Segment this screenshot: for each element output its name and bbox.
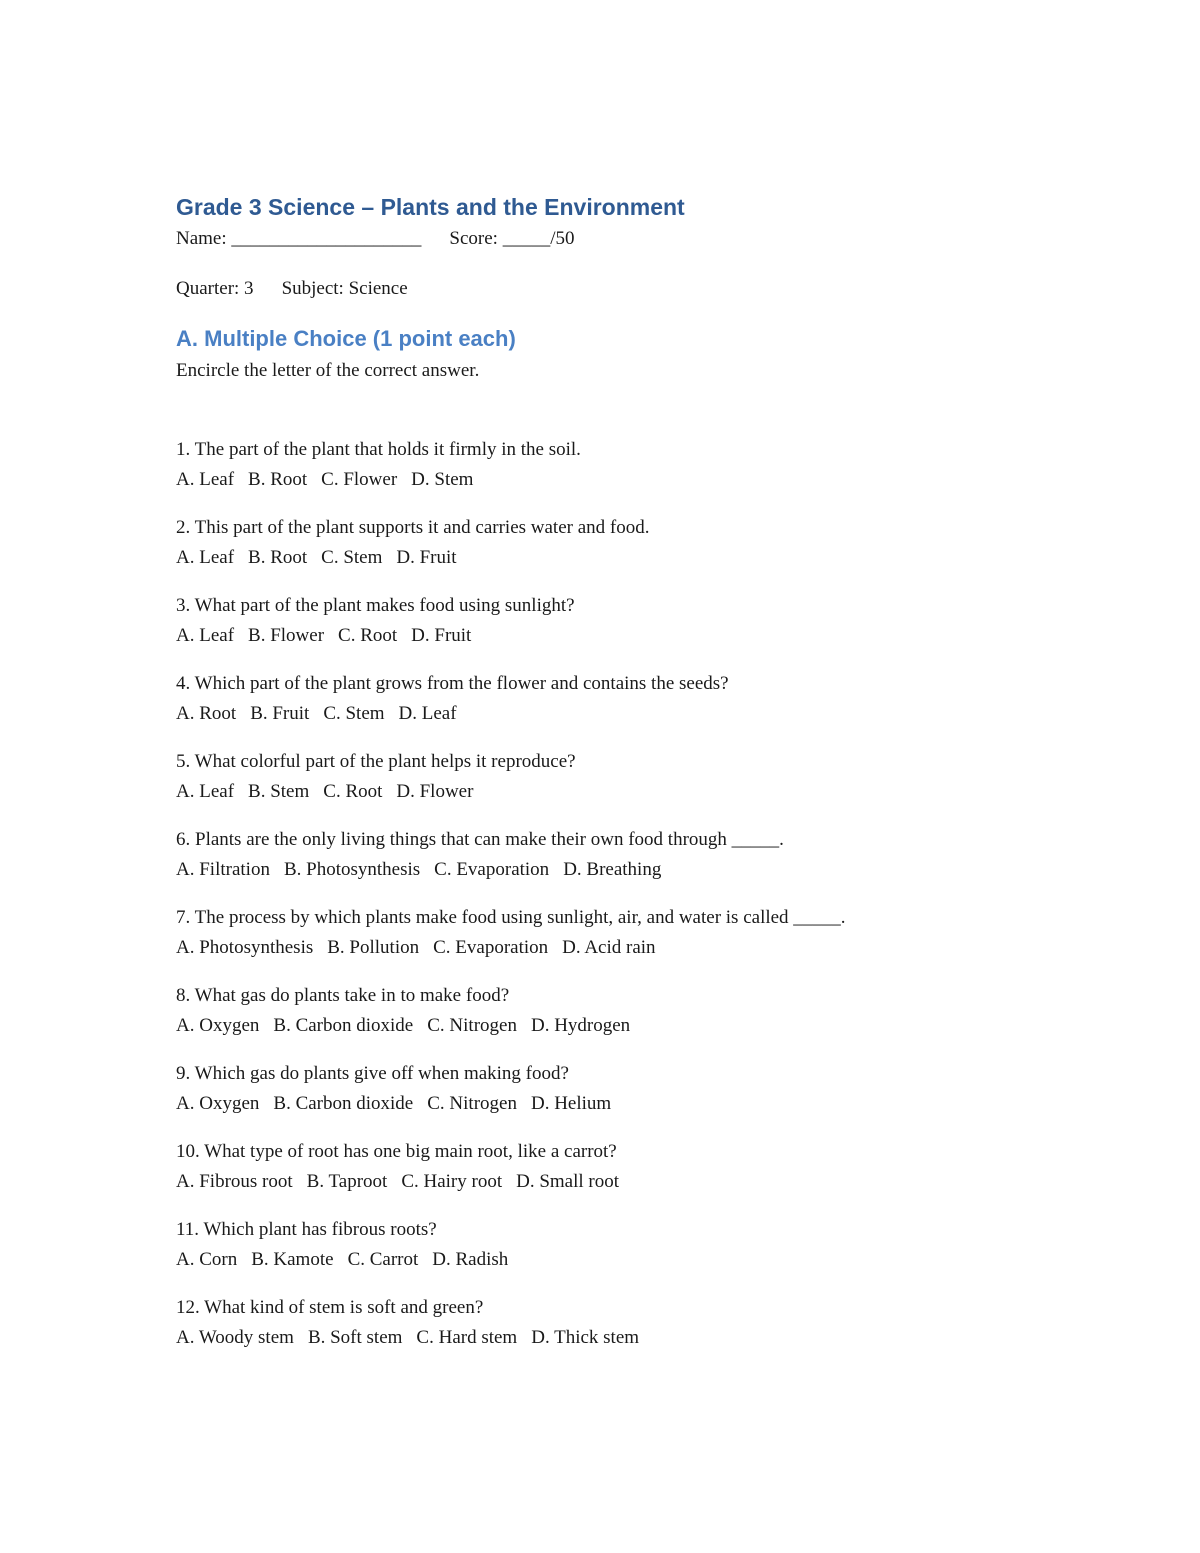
worksheet-page (176, 190, 1076, 1371)
page-title: Grade 3 Science – Plants and the Environment (176, 194, 685, 220)
answer-options (176, 855, 1076, 885)
answer-options (176, 1089, 1076, 1119)
question-item (176, 1137, 1076, 1215)
answer-option[interactable]: A. Oxygen (176, 1015, 260, 1036)
question-text: 8. What gas do plants take in to make food? (176, 985, 510, 1006)
question-text: 10. What type of root has one big main root, like a carrot? (176, 1141, 617, 1162)
question-item (176, 591, 1076, 669)
question-list (176, 435, 1076, 1371)
answer-option[interactable]: A. Leaf (176, 547, 235, 568)
answer-option[interactable]: C. Stem (323, 703, 385, 724)
question-item (176, 435, 1076, 513)
answer-option[interactable]: C. Hairy root (401, 1171, 503, 1192)
answer-options (176, 777, 1076, 807)
answer-option[interactable]: C. Root (338, 625, 398, 646)
answer-option[interactable]: A. Fibrous root (176, 1171, 293, 1192)
answer-options (176, 1011, 1076, 1041)
answer-option[interactable]: B. Root (248, 469, 308, 490)
answer-option[interactable]: B. Flower (248, 625, 325, 646)
question-item (176, 981, 1076, 1059)
quarter-subject-line (176, 274, 1076, 304)
answer-option[interactable]: A. Root (176, 703, 237, 724)
question-item (176, 1059, 1076, 1137)
answer-options (176, 1245, 1076, 1275)
answer-option[interactable]: B. Kamote (251, 1249, 334, 1270)
question-text: 6. Plants are the only living things that can make their own food through _____. (176, 829, 784, 850)
subject-label: Subject: Science (281, 278, 408, 299)
answer-option[interactable]: D. Acid rain (562, 937, 656, 958)
question-item (176, 747, 1076, 825)
answer-option[interactable]: C. Evaporation (434, 859, 550, 880)
answer-option[interactable]: B. Soft stem (307, 1327, 403, 1348)
question-text: 12. What kind of stem is soft and green? (176, 1297, 484, 1318)
answer-option[interactable]: A. Leaf (176, 469, 235, 490)
answer-option[interactable]: C. Hard stem (416, 1327, 518, 1348)
answer-option[interactable]: B. Pollution (327, 937, 420, 958)
answer-options (176, 465, 1076, 495)
question-text: 4. Which part of the plant grows from the flower and contains the seeds? (176, 673, 729, 694)
quarter-label: Quarter: 3 (176, 278, 254, 299)
answer-option[interactable]: C. Nitrogen (427, 1093, 517, 1114)
answer-option[interactable]: C. Stem (321, 547, 383, 568)
answer-option[interactable]: A. Corn (176, 1249, 238, 1270)
answer-options (176, 621, 1076, 651)
question-text: 1. The part of the plant that holds it firmly in the soil. (176, 439, 581, 460)
score-field[interactable]: Score: _____/50 (449, 228, 575, 249)
answer-options (176, 1323, 1076, 1353)
name-field[interactable]: Name: ____________________ (176, 228, 422, 249)
question-item (176, 513, 1076, 591)
answer-option[interactable]: D. Fruit (411, 625, 472, 646)
question-text: 2. This part of the plant supports it and carries water and food. (176, 517, 650, 538)
answer-option[interactable]: A. Leaf (176, 781, 235, 802)
answer-option[interactable]: A. Oxygen (176, 1093, 260, 1114)
answer-option[interactable]: B. Photosynthesis (283, 859, 421, 880)
answer-option[interactable]: D. Thick stem (531, 1327, 640, 1348)
answer-option[interactable]: C. Root (323, 781, 383, 802)
answer-option[interactable]: C. Flower (321, 469, 398, 490)
question-text: 11. Which plant has fibrous roots? (176, 1219, 437, 1240)
question-text: 9. Which gas do plants give off when making food? (176, 1063, 569, 1084)
question-item (176, 1215, 1076, 1293)
answer-option[interactable]: D. Fruit (396, 547, 457, 568)
answer-option[interactable]: C. Nitrogen (427, 1015, 517, 1036)
answer-option[interactable]: D. Helium (530, 1093, 612, 1114)
answer-option[interactable]: A. Woody stem (176, 1327, 294, 1348)
answer-option[interactable]: B. Root (248, 547, 308, 568)
answer-option[interactable]: D. Hydrogen (530, 1015, 631, 1036)
answer-option[interactable]: D. Flower (396, 781, 474, 802)
section-a-heading: A. Multiple Choice (1 point each) (176, 326, 516, 351)
question-item (176, 825, 1076, 903)
answer-option[interactable]: A. Filtration (176, 859, 270, 880)
name-score-line (176, 224, 1076, 254)
question-text: 3. What part of the plant makes food using sunlight? (176, 595, 575, 616)
question-item (176, 1293, 1076, 1371)
answer-option[interactable]: B. Stem (248, 781, 310, 802)
answer-option[interactable]: A. Leaf (176, 625, 235, 646)
answer-option[interactable]: B. Carbon dioxide (273, 1015, 414, 1036)
answer-option[interactable]: D. Small root (516, 1171, 620, 1192)
answer-options (176, 1167, 1076, 1197)
answer-options (176, 699, 1076, 729)
answer-option[interactable]: D. Radish (432, 1249, 509, 1270)
question-text: 7. The process by which plants make food using sunlight, air, and water is called _____. (176, 907, 846, 928)
answer-options (176, 933, 1076, 963)
answer-option[interactable]: C. Evaporation (433, 937, 549, 958)
answer-option[interactable]: D. Leaf (398, 703, 457, 724)
answer-option[interactable]: D. Breathing (563, 859, 662, 880)
answer-option[interactable]: A. Photosynthesis (176, 937, 314, 958)
section-a-instruction: Encircle the letter of the correct answer. (176, 360, 480, 381)
answer-option[interactable]: B. Taproot (306, 1171, 388, 1192)
answer-option[interactable]: B. Fruit (250, 703, 310, 724)
answer-option[interactable]: B. Carbon dioxide (273, 1093, 414, 1114)
question-item (176, 903, 1076, 981)
question-text: 5. What colorful part of the plant helps it reproduce? (176, 751, 576, 772)
answer-option[interactable]: C. Carrot (347, 1249, 419, 1270)
answer-option[interactable]: D. Stem (411, 469, 474, 490)
answer-options (176, 543, 1076, 573)
question-item (176, 669, 1076, 747)
